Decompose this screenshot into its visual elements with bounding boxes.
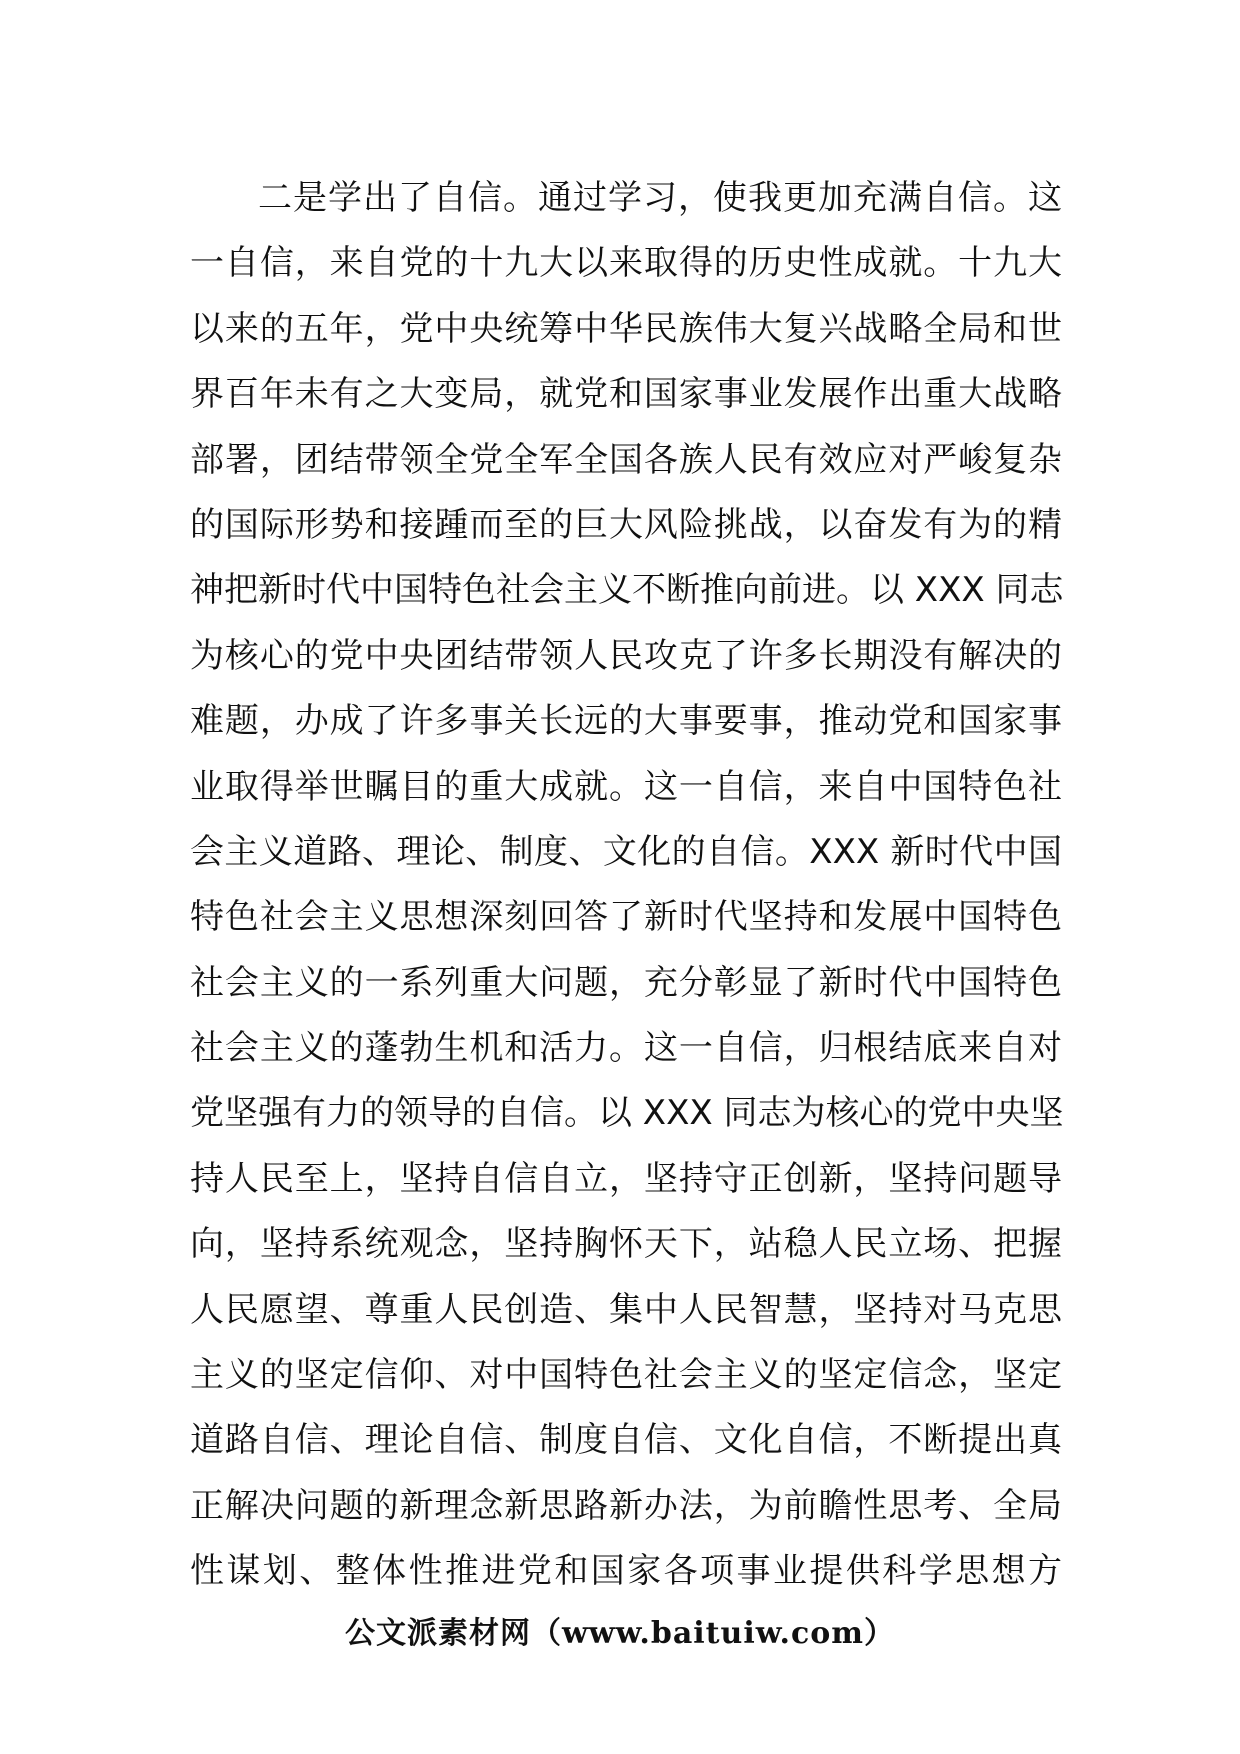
text-line: 道路自信、理论自信、制度自信、文化自信，不断提出真 (190, 1420, 1062, 1461)
text-line: 的国际形势和接踵而至的巨大风险挑战，以奋发有为的精 (190, 504, 1062, 545)
text-line: 社会主义的蓬勃生机和活力。这一自信，归根结底来自对 (190, 1028, 1062, 1069)
text-line: 正解决问题的新理念新思路新办法，为前瞻性思考、全局 (190, 1485, 1062, 1526)
text-line: 业取得举世瞩目的重大成就。这一自信，来自中国特色社 (190, 766, 1062, 807)
text-line: 界百年未有之大变局，就党和国家事业发展作出重大战略 (190, 374, 1062, 415)
text-line: 神把新时代中国特色社会主义不断推向前进。以 XXX 同志 (190, 570, 1064, 611)
text-line: 性谋划、整体性推进党和国家各项事业提供科学思想方 (190, 1551, 1062, 1592)
text-line: 以来的五年，党中央统筹中华民族伟大复兴战略全局和世 (190, 308, 1062, 349)
text-line: 部署，团结带领全党全军全国各族人民有效应对严峻复杂 (190, 439, 1062, 480)
text-line: 会主义道路、理论、制度、文化的自信。XXX 新时代中国 (190, 831, 1062, 872)
text-line: 持人民至上，坚持自信自立，坚持守正创新，坚持问题导 (190, 1158, 1062, 1199)
text-line: 社会主义的一系列重大问题，充分彰显了新时代中国特色 (190, 962, 1062, 1003)
body-paragraph (190, 166, 1062, 1605)
text-line: 为核心的党中央团结带领人民攻克了许多长期没有解决的 (190, 635, 1062, 676)
text-line: 向，坚持系统观念，坚持胸怀天下，站稳人民立场、把握 (190, 1224, 1062, 1265)
text-line: 难题，办成了许多事关长远的大事要事，推动党和国家事 (190, 701, 1062, 742)
footer-watermark (0, 1608, 1240, 1652)
text-line: 二是学出了自信。通过学习，使我更加充满自信。这 (258, 178, 1062, 218)
text-line: 党坚强有力的领导的自信。以 XXX 同志为核心的党中央坚 (190, 1093, 1064, 1134)
text-line: 特色社会主义思想深刻回答了新时代坚持和发展中国特色 (190, 897, 1062, 938)
text-line: 人民愿望、尊重人民创造、集中人民智慧，坚持对马克思 (190, 1289, 1062, 1330)
footer-site-name: 公文派素材网 (344, 1616, 531, 1651)
text-line: 一自信，来自党的十九大以来取得的历史性成就。十九大 (190, 243, 1062, 284)
footer-url: （www.baituiw.com） (530, 1616, 896, 1651)
text-line: 主义的坚定信仰、对中国特色社会主义的坚定信念，坚定 (190, 1355, 1062, 1396)
